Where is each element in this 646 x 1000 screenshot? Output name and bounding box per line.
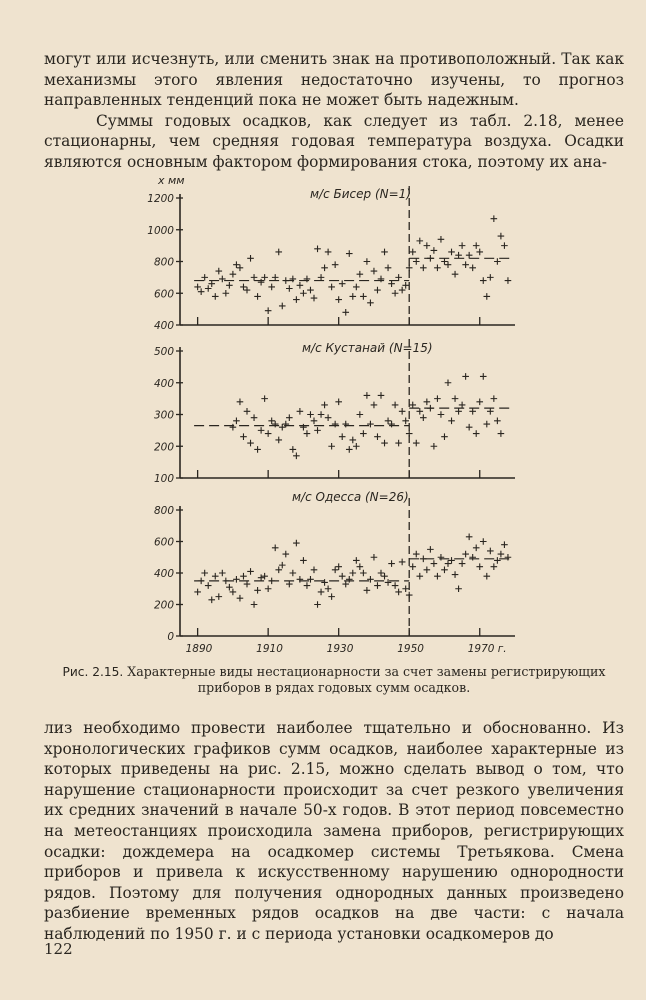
data-point	[318, 411, 325, 418]
y-tick-label: 500	[153, 346, 174, 358]
data-point	[205, 285, 212, 292]
data-point	[424, 242, 431, 249]
data-point	[505, 277, 512, 284]
figure-caption	[44, 664, 624, 696]
data-point	[258, 279, 265, 286]
data-point	[399, 559, 406, 566]
data-point	[427, 405, 434, 412]
data-point	[275, 437, 282, 444]
data-point	[431, 443, 438, 450]
data-point	[201, 274, 208, 281]
data-point	[459, 242, 466, 249]
data-point	[357, 271, 364, 278]
data-point	[268, 284, 275, 291]
y-tick-label: 800	[153, 505, 174, 517]
data-point	[413, 258, 420, 265]
data-point	[240, 433, 247, 440]
data-point	[198, 288, 205, 295]
y-axis-label: x мм	[158, 174, 185, 187]
data-point	[385, 265, 392, 272]
data-point	[360, 570, 367, 577]
data-point	[409, 563, 416, 570]
y-tick-label: 600	[153, 288, 174, 301]
data-point	[286, 285, 293, 292]
data-point	[448, 418, 455, 425]
data-point	[452, 271, 459, 278]
data-point	[392, 290, 399, 297]
chart-panel	[154, 490, 515, 655]
data-point	[388, 280, 395, 287]
data-point	[459, 402, 466, 409]
data-point	[505, 554, 512, 561]
data-point	[321, 402, 328, 409]
data-point	[314, 601, 321, 608]
y-tick-label: 400	[153, 320, 174, 332]
chart-title: м/с Одесса (N=26)	[292, 490, 409, 504]
data-point	[226, 584, 233, 591]
x-tick-label: 1930	[326, 643, 354, 655]
text-bottom	[44, 718, 624, 945]
data-point	[473, 545, 480, 552]
chart-panel	[154, 339, 515, 485]
data-point	[441, 258, 448, 265]
data-point	[491, 215, 498, 222]
data-point	[353, 284, 360, 291]
data-point	[491, 563, 498, 570]
chart-panels	[147, 174, 515, 655]
data-point	[247, 568, 254, 575]
y-tick-label: 400	[153, 568, 174, 580]
y-tick-label: 200	[153, 441, 174, 454]
data-point	[462, 551, 469, 558]
data-point	[346, 576, 353, 583]
data-point	[272, 421, 279, 428]
data-point	[219, 276, 226, 283]
data-point	[498, 233, 505, 240]
data-point	[293, 296, 300, 303]
data-point	[416, 408, 423, 415]
data-point	[476, 563, 483, 570]
data-point	[476, 399, 483, 406]
data-point	[427, 546, 434, 553]
data-point	[282, 277, 289, 284]
data-point	[318, 274, 325, 281]
data-point	[438, 411, 445, 418]
data-point	[321, 579, 328, 586]
data-point	[258, 574, 265, 581]
y-tick-label: 600	[153, 536, 174, 549]
data-point	[462, 261, 469, 268]
data-point	[318, 589, 325, 596]
data-point	[230, 589, 237, 596]
data-point	[438, 236, 445, 243]
data-point	[445, 261, 452, 268]
data-point	[339, 573, 346, 580]
data-point	[307, 411, 314, 418]
y-tick-label: 1000	[147, 224, 174, 237]
data-point	[215, 268, 222, 275]
y-tick-label: 100	[153, 473, 174, 485]
data-point	[487, 274, 494, 281]
data-point	[230, 424, 237, 431]
data-point	[427, 255, 434, 262]
data-point	[466, 424, 473, 431]
data-point	[480, 373, 487, 380]
data-point	[230, 271, 237, 278]
data-point	[406, 592, 413, 599]
caption-label: Рис. 2.15.	[62, 665, 124, 679]
data-point	[332, 421, 339, 428]
data-point	[349, 293, 356, 300]
data-point	[212, 293, 219, 300]
data-point	[261, 573, 268, 580]
data-point	[476, 249, 483, 256]
data-point	[240, 573, 247, 580]
data-point	[328, 284, 335, 291]
data-point	[332, 567, 339, 574]
data-point	[223, 290, 230, 297]
y-tick-label: 0	[167, 631, 174, 643]
data-point	[290, 446, 297, 453]
data-point	[279, 424, 286, 431]
data-point	[371, 402, 378, 409]
data-point	[378, 570, 385, 577]
data-point	[357, 563, 364, 570]
y-tick-label: 400	[153, 377, 174, 390]
data-point	[293, 452, 300, 459]
data-point	[395, 589, 402, 596]
data-point	[360, 430, 367, 437]
data-point	[413, 440, 420, 447]
data-point	[392, 582, 399, 589]
data-point	[498, 551, 505, 558]
data-point	[335, 296, 342, 303]
data-point	[194, 589, 201, 596]
data-point	[480, 538, 487, 545]
data-point	[237, 265, 244, 272]
data-point	[201, 570, 208, 577]
data-point	[300, 557, 307, 564]
x-tick-label: 1890	[185, 643, 213, 655]
data-point	[254, 587, 261, 594]
data-point	[424, 567, 431, 574]
chart-title: м/с Бисер (N=1)	[310, 187, 411, 201]
data-point	[406, 430, 413, 437]
data-point	[494, 418, 501, 425]
x-tick-label: 1970 г.	[467, 643, 507, 655]
data-point	[325, 585, 332, 592]
data-point	[378, 276, 385, 283]
data-point	[374, 433, 381, 440]
data-point	[455, 585, 462, 592]
data-point	[462, 373, 469, 380]
data-point	[304, 276, 311, 283]
data-point	[381, 249, 388, 256]
data-point	[406, 265, 413, 272]
data-point	[469, 408, 476, 415]
data-point	[357, 411, 364, 418]
data-point	[215, 593, 222, 600]
data-point	[237, 399, 244, 406]
paragraph-continued: могут или исчезнуть, или сменить знак на противоположный. Так как механизмы этого явления недостаточно изучены, то прогноз направленных тенденций пока не может быть надежным.	[44, 50, 624, 110]
data-point	[342, 581, 349, 588]
data-point	[307, 576, 314, 583]
data-point	[459, 560, 466, 567]
data-point	[364, 392, 371, 399]
data-point	[244, 581, 251, 588]
data-point	[233, 261, 240, 268]
data-point	[208, 596, 215, 603]
data-point	[290, 276, 297, 283]
data-point	[402, 282, 409, 289]
data-point	[402, 418, 409, 425]
data-point	[353, 443, 360, 450]
data-point	[487, 408, 494, 415]
paragraph-precipitation: Суммы годовых осадков, как следует из табл. 2.18, менее стационарны, чем средняя годовая температура воздуха. Осадки являются основным фактором формирования стока, поэтому их ана-	[44, 111, 624, 171]
data-point	[385, 579, 392, 586]
data-point	[452, 571, 459, 578]
data-point	[251, 414, 258, 421]
data-point	[388, 560, 395, 567]
data-point	[311, 295, 318, 302]
y-tick-label: 200	[153, 599, 174, 612]
data-point	[445, 379, 452, 386]
data-point	[268, 418, 275, 425]
y-tick-label: 800	[153, 256, 174, 269]
data-point	[349, 437, 356, 444]
data-point	[300, 290, 307, 297]
data-point	[265, 430, 272, 437]
data-point	[469, 554, 476, 561]
data-point	[448, 557, 455, 564]
data-point	[286, 581, 293, 588]
data-point	[392, 402, 399, 409]
data-point	[399, 287, 406, 294]
data-point	[445, 560, 452, 567]
data-point	[198, 578, 205, 585]
data-point	[424, 399, 431, 406]
data-point	[498, 430, 505, 437]
data-point	[441, 567, 448, 574]
data-point	[501, 541, 508, 548]
data-point	[286, 414, 293, 421]
data-point	[399, 408, 406, 415]
caption-text: Характерные виды нестационарности за счет замены регистрирующих приборов в рядах годовых сумм осадков.	[127, 664, 606, 695]
data-point	[335, 399, 342, 406]
data-point	[346, 250, 353, 257]
data-point	[473, 430, 480, 437]
figure-2-15	[147, 168, 530, 658]
data-point	[226, 282, 233, 289]
data-point	[254, 293, 261, 300]
data-point	[321, 265, 328, 272]
data-point	[293, 540, 300, 547]
data-point	[371, 268, 378, 275]
data-point	[381, 440, 388, 447]
data-point	[441, 433, 448, 440]
data-point	[307, 287, 314, 294]
x-tick-label: 1910	[256, 643, 283, 655]
data-point	[335, 563, 342, 570]
data-point	[409, 402, 416, 409]
data-point	[219, 570, 226, 577]
data-point	[261, 274, 268, 281]
data-point	[473, 242, 480, 249]
data-point	[297, 576, 304, 583]
data-point	[483, 293, 490, 300]
data-point	[466, 533, 473, 540]
data-point	[247, 440, 254, 447]
data-point	[244, 408, 251, 415]
data-point	[371, 554, 378, 561]
data-point	[494, 557, 501, 564]
data-point	[483, 421, 490, 428]
data-point	[261, 395, 268, 402]
data-point	[339, 280, 346, 287]
data-point	[438, 554, 445, 561]
data-point	[265, 585, 272, 592]
data-point	[455, 252, 462, 259]
data-point	[279, 562, 286, 569]
data-point	[272, 545, 279, 552]
data-point	[282, 421, 289, 428]
data-point	[349, 570, 356, 577]
data-point	[279, 303, 286, 310]
data-point	[251, 601, 258, 608]
data-point	[244, 287, 251, 294]
data-point	[409, 249, 416, 256]
data-point	[314, 427, 321, 434]
data-point	[328, 443, 335, 450]
data-point	[381, 573, 388, 580]
data-point	[483, 573, 490, 580]
data-point	[325, 249, 332, 256]
data-point	[275, 249, 282, 256]
data-point	[194, 284, 201, 291]
data-point	[311, 567, 318, 574]
chart-title: м/с Кустанай (N=15)	[302, 341, 433, 355]
data-point	[448, 249, 455, 256]
data-point	[247, 255, 254, 262]
data-point	[212, 573, 219, 580]
data-point	[431, 560, 438, 567]
data-point	[304, 582, 311, 589]
data-point	[240, 284, 247, 291]
data-point	[480, 277, 487, 284]
data-point	[385, 418, 392, 425]
data-point	[205, 582, 212, 589]
data-point	[378, 392, 385, 399]
data-point	[466, 252, 473, 259]
data-point	[314, 246, 321, 253]
chart-panel	[147, 174, 515, 332]
data-point	[300, 424, 307, 431]
data-point	[304, 430, 311, 437]
data-point	[374, 582, 381, 589]
data-point	[237, 595, 244, 602]
data-point	[364, 258, 371, 265]
page-number: 122	[44, 940, 73, 958]
y-tick-label: 300	[153, 409, 174, 422]
data-point	[395, 274, 402, 281]
data-point	[297, 408, 304, 415]
text-top	[44, 49, 624, 173]
data-point	[416, 238, 423, 245]
data-point	[328, 593, 335, 600]
data-point	[367, 299, 374, 306]
data-point	[208, 280, 215, 287]
data-point	[311, 418, 318, 425]
data-point	[452, 395, 459, 402]
data-point	[325, 414, 332, 421]
data-point	[416, 573, 423, 580]
data-point	[367, 576, 374, 583]
data-point	[223, 578, 230, 585]
data-point	[501, 242, 508, 249]
data-point	[268, 578, 275, 585]
data-point	[275, 567, 282, 574]
data-point	[282, 551, 289, 558]
y-tick-label: 1200	[147, 193, 174, 205]
data-point	[290, 570, 297, 577]
data-point	[360, 293, 367, 300]
data-point	[364, 587, 371, 594]
data-point	[342, 309, 349, 316]
data-point	[469, 265, 476, 272]
data-point	[420, 265, 427, 272]
data-point	[434, 573, 441, 580]
data-point	[233, 576, 240, 583]
paragraph-analysis: лиз необходимо провести наиболее тщательно и обоснованно. Из хронологических графиков сумм осадков, наиболее характерные из которых приведены на рис. 2.15, можно сделать вывод о том, что нарушение стационарности происходит за счет резкого увеличения их средних значений в начале 50-х годов. В этот период повсеместно на метеостанциях происходила замена приборов, регистрирующих осадки: дождемера на осадкомер системы Третьякова. Смена приборов и привела к искусственному нарушению однородности рядов. Поэтому для получения однородных данных произведено разбиение временных рядов осадков на две части: с начала наблюдений по 1950 г. и с периода установки осадкомеров до	[44, 719, 624, 943]
data-point	[265, 307, 272, 314]
data-point	[402, 585, 409, 592]
data-point	[332, 261, 339, 268]
data-point	[455, 408, 462, 415]
data-point	[431, 247, 438, 254]
data-point	[342, 421, 349, 428]
data-point	[388, 421, 395, 428]
data-point	[374, 287, 381, 294]
data-point	[339, 433, 346, 440]
data-point	[297, 282, 304, 289]
data-point	[251, 274, 258, 281]
data-point	[420, 414, 427, 421]
data-point	[487, 548, 494, 555]
data-point	[254, 446, 261, 453]
x-tick-label: 1950	[397, 643, 424, 655]
data-point	[434, 265, 441, 272]
data-point	[367, 421, 374, 428]
data-point	[395, 440, 402, 447]
data-point	[434, 395, 441, 402]
data-point	[346, 446, 353, 453]
data-point	[420, 556, 427, 563]
data-point	[272, 274, 279, 281]
data-point	[491, 395, 498, 402]
data-point	[494, 258, 501, 265]
data-point	[353, 557, 360, 564]
data-point	[413, 551, 420, 558]
data-point	[233, 418, 240, 425]
data-point	[258, 427, 265, 434]
